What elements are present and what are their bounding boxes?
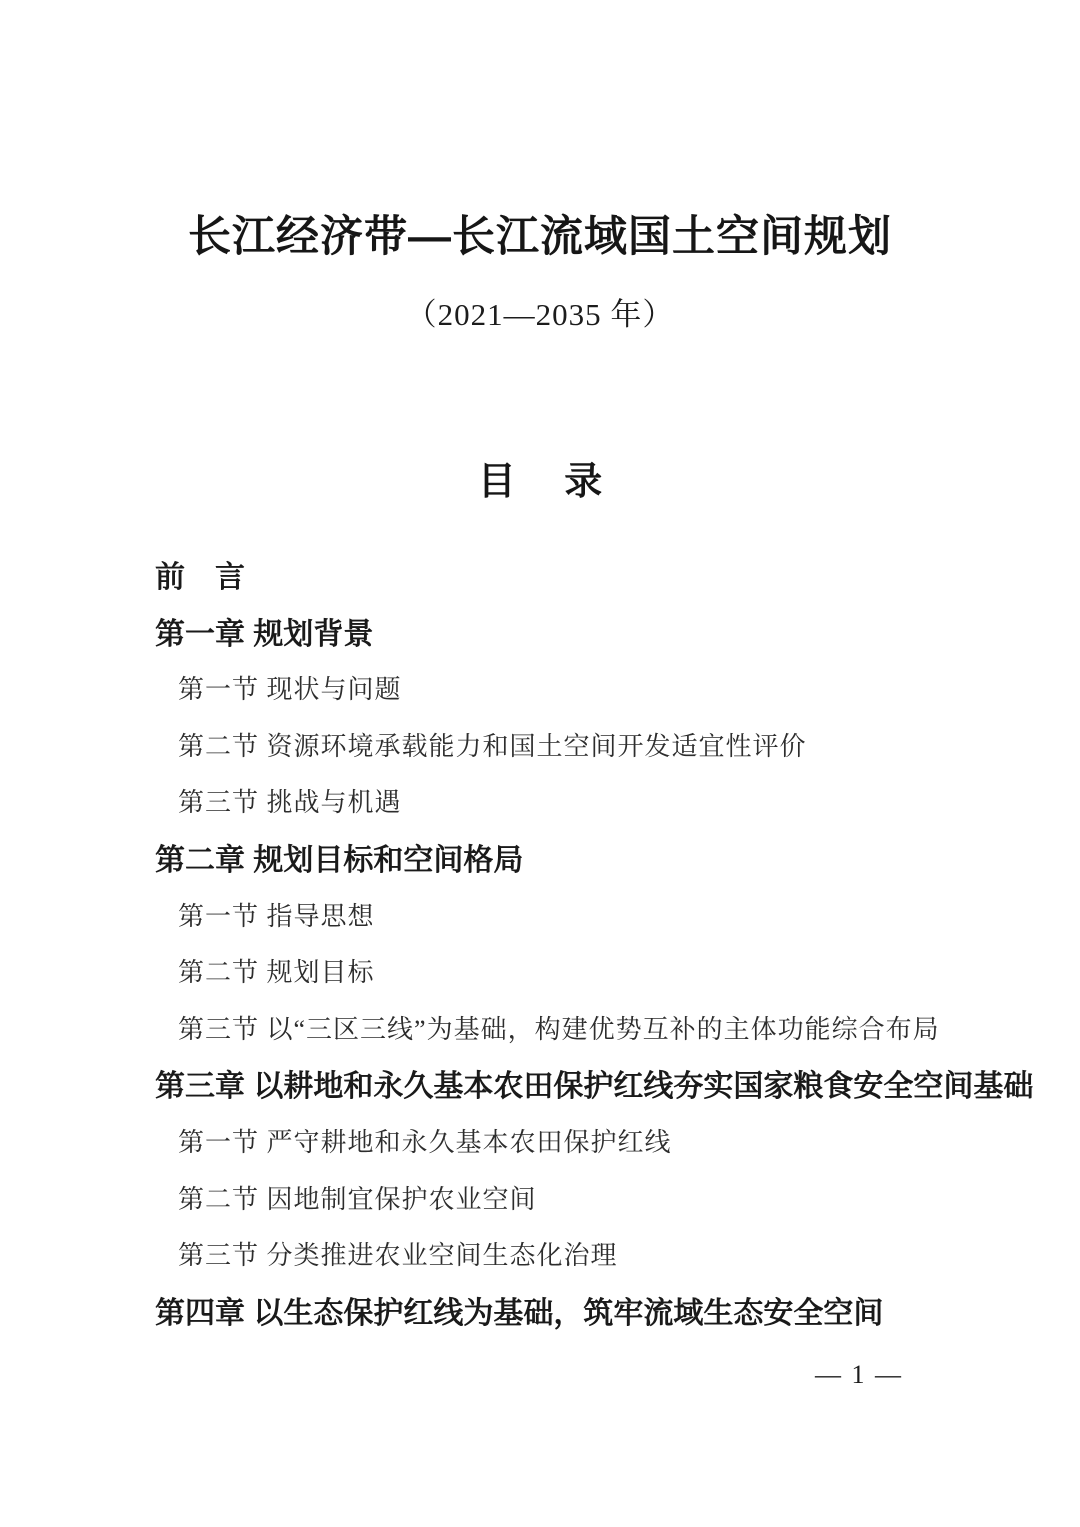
toc-entry-chapter-2: 第二章 规划目标和空间格局 <box>155 843 524 877</box>
toc-entry-ch3-sec2: 第二节 因地制宜保护农业空间 <box>178 1184 537 1214</box>
toc-entry-ch3-sec3: 第三节 分类推进农业空间生态化治理 <box>178 1241 618 1271</box>
toc-entry-ch2-sec1: 第一节 指导思想 <box>178 901 375 931</box>
document-title: 长江经济带—长江流域国土空间规划 <box>188 213 892 261</box>
toc-entry-ch2-sec2: 第二节 规划目标 <box>178 958 375 988</box>
toc-entry-chapter-4: 第四章 以生态保护红线为基础，筑牢流域生态安全空间 <box>155 1296 884 1330</box>
toc-entry-preface: 前 言 <box>155 561 245 594</box>
toc-entry-ch1-sec2: 第二节 资源环境承载能力和国土空间开发适宜性评价 <box>178 731 807 761</box>
toc-heading: 目 录 <box>477 461 603 503</box>
toc-entry-ch1-sec1: 第一节 现状与问题 <box>178 675 402 705</box>
toc-entry-chapter-1: 第一章 规划背景 <box>155 617 374 651</box>
toc-entry-ch2-sec3: 第三节 以“三区三线”为基础，构建优势互补的主体功能综合布局 <box>178 1014 940 1044</box>
toc-entry-chapter-3: 第三章 以耕地和永久基本农田保护红线夯实国家粮食安全空间基础 <box>155 1070 1034 1104</box>
toc-entry-ch1-sec3: 第三节 挑战与机遇 <box>178 788 402 818</box>
toc-list <box>155 560 1034 1352</box>
page-number: — 1 — <box>815 1360 903 1389</box>
toc-entry-ch3-sec1: 第一节 严守耕地和永久基本农田保护红线 <box>178 1127 672 1157</box>
document-subtitle: （2021—2035 年） <box>405 297 675 332</box>
